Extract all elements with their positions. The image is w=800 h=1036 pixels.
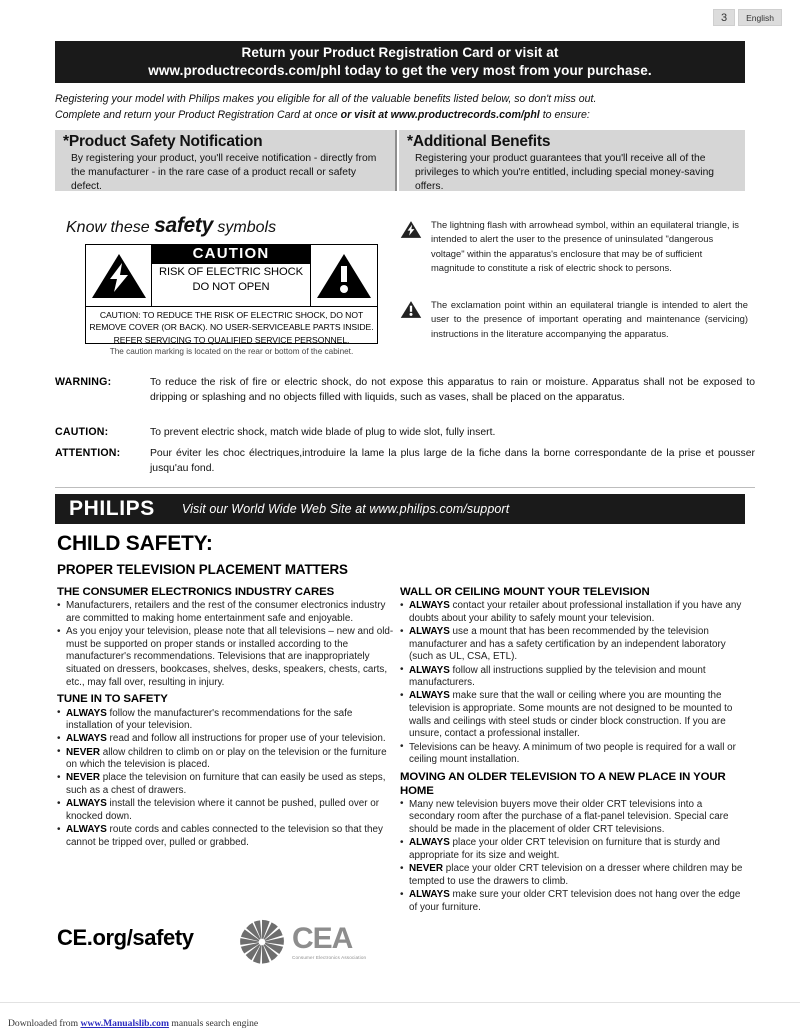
list-item bbox=[57, 772, 395, 797]
cea-letters: CEA bbox=[292, 921, 353, 955]
benefit-box-title: *Additional Benefits bbox=[407, 133, 551, 150]
list-item-emphasis: ALWAYS bbox=[409, 889, 450, 900]
page-number: 3 bbox=[713, 9, 735, 26]
warning-row-caution bbox=[55, 426, 755, 441]
list-item bbox=[57, 626, 395, 689]
list-item-text: As you enjoy your television, please note that all televisions – new and old- must be supported on proper stands or installed according to the manufacturer's recommendations. Televisions that are inappropriately situated on dressers, bookcases, shelves, desks, speakers, chests, carts, etc., may fall over, resulting in injury. bbox=[66, 626, 394, 688]
list-item bbox=[400, 863, 748, 888]
section-heading: THE CONSUMER ELECTRONICS INDUSTRY CARES bbox=[57, 586, 335, 598]
lightning-explanation-text: The lightning flash with arrowhead symbol, within an equilateral triangle, is intended to alert the user to the presence of uninsulated "dangerous voltage" within the apparatus's enclosure that may be of sufficient magnitude to constitute a risk of electric shock to persons. bbox=[431, 219, 739, 273]
ce-org-safety-url: CE.org/safety bbox=[57, 925, 194, 950]
registration-banner-line1: Return your Product Registration Card or visit at bbox=[241, 44, 559, 60]
list-item-emphasis: ALWAYS bbox=[409, 664, 450, 676]
list-item bbox=[400, 799, 748, 837]
list-item bbox=[57, 747, 395, 772]
list-item-emphasis: ALWAYS bbox=[66, 798, 107, 810]
list-item bbox=[57, 600, 395, 625]
heading-pre: Know these bbox=[66, 219, 155, 236]
list-item-emphasis: NEVER bbox=[66, 746, 101, 758]
warning-label: WARNING: bbox=[55, 376, 112, 388]
list-item bbox=[57, 798, 395, 823]
registration-note-prefix: Complete and return your Product Registration Card at once bbox=[55, 109, 341, 121]
caution-risk-line2: DO NOT OPEN bbox=[192, 280, 270, 293]
exclamation-mark-icon bbox=[315, 251, 373, 301]
footer-attribution bbox=[8, 1018, 258, 1029]
registration-note-suffix: to ensure: bbox=[539, 109, 590, 121]
list-item-text: read and follow all instructions for proper use of your television. bbox=[106, 733, 386, 745]
list-item bbox=[400, 665, 748, 690]
list-item-emphasis: ALWAYS bbox=[409, 837, 450, 849]
list-item-emphasis: ALWAYS bbox=[66, 707, 107, 719]
exclamation-triangle-icon-small bbox=[400, 298, 422, 341]
manualslib-link[interactable]: www.Manualslib.com bbox=[80, 1018, 169, 1029]
caution-label-graphic bbox=[85, 244, 378, 344]
footer-divider bbox=[0, 1002, 800, 1003]
caution-risk-line1: RISK OF ELECTRIC SHOCK bbox=[159, 266, 303, 278]
registration-note-line1: Registering your model with Philips makes you eligible for all of the valuable benefits listed below, so don't miss out. bbox=[55, 93, 597, 105]
benefit-box-body: By registering your product, you'll receive notification - directly from the manufacturer - in the rare case of a product recall or safety defect. bbox=[71, 152, 377, 192]
philips-website-text: Visit our World Wide Web Site at www.philips.com/support bbox=[181, 502, 510, 516]
list-item-text: route cords and cables connected to the television so that they cannot be tripped over, pulled or grabbed. bbox=[66, 824, 383, 848]
caution-word: CAUTION bbox=[152, 245, 310, 264]
lightning-bolt-icon bbox=[90, 251, 148, 301]
exclamation-triangle-icon bbox=[311, 245, 377, 306]
warning-row-warning bbox=[55, 376, 755, 406]
benefit-box-product-safety bbox=[55, 130, 397, 191]
list-item bbox=[57, 708, 395, 733]
left-column bbox=[57, 586, 395, 849]
list-item-text: place your older CRT television on furniture that is sturdy and appropriate for its size and weight. bbox=[409, 837, 721, 861]
list-item bbox=[57, 824, 395, 849]
lightning-symbol-explanation bbox=[400, 218, 748, 275]
list-item bbox=[400, 889, 748, 914]
list-item bbox=[57, 733, 395, 746]
list-item-text: place the television on furniture that can easily be used as steps, such as a chest of drawers. bbox=[66, 772, 386, 797]
warning-text: To reduce the risk of fire or electric shock, do not expose this apparatus to rain or moisture. Apparatus shall not be exposed to dripping or splashing and no objects filled with liquids, such as vases, shall be placed on the apparatus. bbox=[150, 377, 755, 403]
caution-body-text: CAUTION: TO REDUCE THE RISK OF ELECTRIC SHOCK, DO NOT REMOVE COVER (OR BACK). NO USER-SERVICEABLE PARTS INSIDE. REFER SERVICING TO QUALIFIED SERVICE PERSONNEL. bbox=[89, 310, 374, 345]
list-item-text: make sure that the wall or ceiling where you are mounting the television is appropriate. Some mounts are not designed to be mounted to walls and ceilings with steel studs or cinder block construction. If you are unsure, contact a professional installer. bbox=[409, 690, 733, 740]
list-item-emphasis: NEVER bbox=[409, 863, 444, 875]
list-item-text: use a mount that has been recommended by the television manufacturer and has a safety certification by an independent laboratory (such as UL, CSA, ETL). bbox=[409, 626, 726, 663]
page-header bbox=[713, 9, 782, 26]
list-item bbox=[400, 690, 748, 741]
heading-safety-word: safety bbox=[154, 214, 213, 237]
section-heading: TUNE IN TO SAFETY bbox=[57, 693, 168, 706]
warning-text: To prevent electric shock, match wide blade of plug to wide slot, fully insert. bbox=[150, 427, 496, 438]
list-item-emphasis: NEVER bbox=[66, 772, 101, 784]
warning-row-attention bbox=[55, 447, 755, 477]
divider bbox=[55, 487, 755, 488]
benefit-box-additional-benefits bbox=[399, 130, 745, 191]
list-item bbox=[400, 742, 748, 767]
list-item-emphasis: ALWAYS bbox=[409, 626, 450, 638]
list-item-text: Televisions can be heavy. A minimum of two people is required for a wall or ceiling mount installation. bbox=[409, 741, 736, 766]
registration-note-line2 bbox=[55, 108, 755, 123]
philips-logo: PHILIPS bbox=[69, 497, 155, 520]
list-item-emphasis: ALWAYS bbox=[66, 824, 107, 836]
registration-note-bold: or visit at www.productrecords.com/phl bbox=[340, 109, 540, 121]
section-heading: MOVING AN OLDER TELEVISION TO A NEW PLACE IN YOUR HOME bbox=[400, 770, 726, 797]
footer-suffix: manuals search engine bbox=[168, 1018, 259, 1029]
list-item-text: make sure your older CRT television does not hang over the edge of your furniture. bbox=[409, 889, 741, 913]
list-item-text: allow children to climb on or play on the television or the furniture on which the television is placed. bbox=[66, 746, 387, 771]
list-item bbox=[400, 626, 748, 664]
list-item-emphasis: ALWAYS bbox=[409, 600, 450, 612]
benefit-box-body: Registering your product guarantees that you'll receive all of the privileges to which you're entitled, including special money-saving offers. bbox=[415, 152, 715, 192]
heading-post: symbols bbox=[212, 219, 277, 236]
list-item-text: place your older CRT television on a dresser where children may be tempted to use the drawers to climb. bbox=[409, 863, 743, 887]
warning-text: Pour éviter les choc électriques,introduire la lame la plus large de la fiche dans la borne correspondante de la prise et pousser jusqu'au fond. bbox=[150, 448, 755, 474]
list-item-text: install the television where it cannot be pushed, pulled over or knocked down. bbox=[66, 798, 380, 822]
caution-caption: The caution marking is located on the rear or bottom of the cabinet. bbox=[109, 347, 354, 356]
child-safety-title: CHILD SAFETY: bbox=[57, 532, 213, 555]
section-heading: WALL OR CEILING MOUNT YOUR TELEVISION bbox=[400, 586, 650, 598]
list-item bbox=[400, 600, 748, 625]
list-item-emphasis: ALWAYS bbox=[66, 733, 107, 745]
exclamation-explanation-text: The exclamation point within an equilateral triangle is intended to alert the user to the presence of important operating and maintenance (servicing) instructions in the literature accompanying the apparatus. bbox=[431, 299, 748, 339]
list-item bbox=[400, 837, 748, 862]
lightning-bolt-icon bbox=[400, 220, 422, 239]
bullet-list bbox=[57, 708, 395, 850]
philips-banner bbox=[55, 494, 745, 524]
cea-logo bbox=[238, 918, 366, 966]
registration-banner bbox=[55, 41, 745, 83]
child-safety-subtitle: PROPER TELEVISION PLACEMENT MATTERS bbox=[57, 562, 348, 577]
cea-text bbox=[292, 921, 367, 961]
warning-label: CAUTION: bbox=[55, 426, 109, 438]
list-item-text: follow all instructions supplied by the television and mount manufacturers. bbox=[409, 664, 706, 689]
list-item-text: Many new television buyers move their older CRT televisions into a secondary room after the purchase of a flat-panel television. Special care should be made in the placement of older CRT televisions. bbox=[409, 798, 729, 836]
bullet-list bbox=[400, 600, 748, 767]
bullet-list bbox=[57, 600, 395, 689]
benefit-box-title: *Product Safety Notification bbox=[63, 133, 263, 150]
registration-banner-line2: www.productrecords.com/phl today to get the very most from your purchase. bbox=[148, 63, 652, 78]
exclamation-symbol-explanation bbox=[400, 298, 748, 341]
list-item-text: follow the manufacturer's recommendations for the safe installation of your television. bbox=[66, 707, 353, 732]
cea-subtitle: Consumer Electronics Association bbox=[292, 954, 367, 960]
list-item-text: contact your retailer about professional installation if you have any doubts about your ability to safely mount your television. bbox=[409, 600, 742, 624]
footer-prefix: Downloaded from bbox=[8, 1018, 81, 1029]
cea-pinwheel-icon bbox=[238, 918, 286, 966]
warning-label: ATTENTION: bbox=[55, 447, 121, 459]
language-label: English bbox=[738, 9, 782, 26]
lightning-bolt-triangle-icon bbox=[86, 245, 152, 306]
bullet-list bbox=[400, 799, 748, 915]
know-safety-symbols-heading bbox=[66, 214, 276, 238]
right-column bbox=[400, 586, 748, 914]
lightning-bolt-triangle-icon-small bbox=[400, 218, 422, 275]
list-item-emphasis: ALWAYS bbox=[409, 690, 450, 702]
exclamation-mark-icon bbox=[400, 300, 422, 319]
list-item-text: Manufacturers, retailers and the rest of the consumer electronics industry are committed to making home entertainment safe and enjoyable. bbox=[66, 600, 386, 624]
